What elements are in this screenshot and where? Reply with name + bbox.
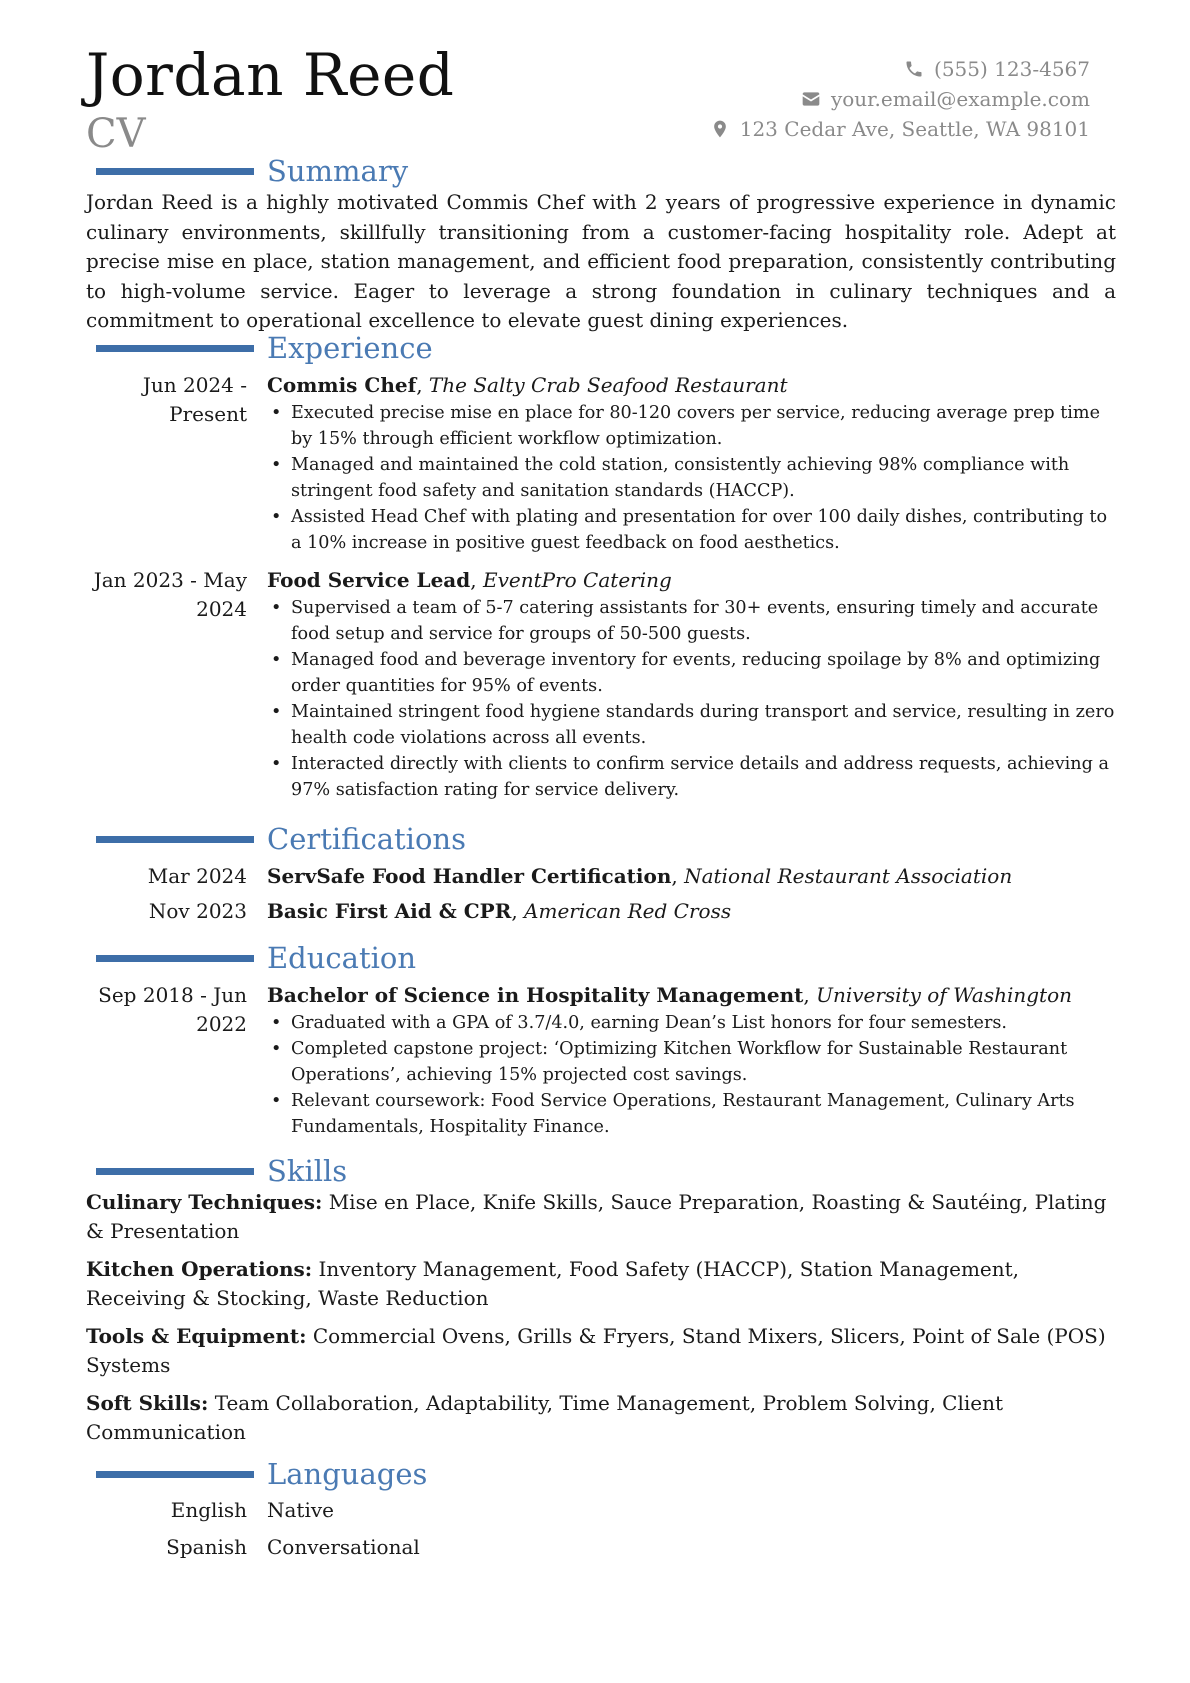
contact-address (710, 114, 1090, 144)
education-entry (86, 981, 1116, 1140)
section-bar (96, 836, 254, 843)
entry-heading: Basic First Aid & CPR, American Red Cross (267, 899, 732, 923)
certification-org: American Red Cross (524, 899, 732, 923)
certification-org: National Restaurant Association (684, 864, 1013, 888)
bullet-item: • Completed capstone project: ‘Optimizing Kitchen Workflow for Sustainable Restaurant Operations’, achieving 15% projected cost savings. (267, 1036, 1116, 1088)
email-link[interactable]: your.email@example.com (830, 87, 1090, 111)
experience-entry (86, 371, 1116, 556)
bullet-item: • Graduated with a GPA of 3.7/4.0, earning Dean’s List honors for four semesters. (267, 1010, 1116, 1036)
entry-date: Mar 2024 (147, 864, 247, 888)
section-title: Education (267, 941, 417, 975)
languages-section (86, 1457, 1116, 1565)
language-name: English (170, 1497, 247, 1522)
phone-icon (904, 59, 924, 79)
contact-block (710, 54, 1090, 144)
contact-phone (710, 54, 1090, 84)
section-title: Certifications (267, 822, 466, 856)
entry-body (267, 981, 1116, 1140)
certifications-header (86, 822, 1116, 856)
bullet-item: • Assisted Head Chef with plating and presentation for over 100 daily dishes, contributing to a 10% increase in positive guest feedback on food aesthetics. (267, 504, 1116, 556)
certification-name: Basic First Aid & CPR (267, 899, 512, 923)
language-level: Native (267, 1497, 334, 1522)
skill-value: Inventory Management, Food Safety (HACCP), Station Management, Receiving & Stocking, Waste Reduction (86, 1257, 1020, 1310)
entry-body (267, 566, 1116, 803)
entry-date: Jun 2024 - Present (142, 373, 247, 426)
entry-heading: Bachelor of Science in Hospitality Management, University of Washington (267, 983, 1073, 1007)
language-row (86, 1528, 1116, 1565)
section-title: Experience (267, 331, 433, 365)
phone-text: (555) 123-4567 (934, 57, 1090, 81)
bullet-item: • Executed precise mise en place for 80-120 covers per service, reducing average prep time by 15% through efficient workflow optimization. (267, 400, 1116, 452)
bullet-item: • Managed food and beverage inventory for events, reducing spoilage by 8% and optimizing order quantities for 95% of events. (267, 647, 1116, 699)
entry-heading: Food Service Lead, EventPro Catering (267, 568, 672, 592)
entry-org: The Salty Crab Seafood Restaurant (428, 373, 788, 397)
bullet-item: • Relevant coursework: Food Service Operations, Restaurant Management, Culinary Arts Fundamentals, Hospitality Finance. (267, 1088, 1116, 1140)
skill-value: Mise en Place, Knife Skills, Sauce Preparation, Roasting & Sautéing, Plating & Presentation (86, 1190, 1107, 1243)
section-title: Languages (267, 1457, 428, 1491)
entry-heading: ServSafe Food Handler Certification, National Restaurant Association (267, 864, 1013, 888)
certification-entry (86, 897, 1116, 926)
summary-header (86, 154, 1116, 188)
skill-row (86, 1389, 1116, 1447)
entry-role: Commis Chef (267, 373, 417, 397)
language-row (86, 1491, 1116, 1528)
bullet-item: • Maintained stringent food hygiene standards during transport and service, resulting in zero health code violations across all events. (267, 699, 1116, 751)
entry-org: EventPro Catering (482, 568, 672, 592)
section-title: Skills (267, 1154, 348, 1188)
experience-entry (86, 566, 1116, 803)
school-name: University of Washington (816, 983, 1073, 1007)
skill-label: Soft Skills: (86, 1391, 209, 1415)
envelope-icon (801, 89, 821, 109)
address-text: 123 Cedar Ave, Seattle, WA 98101 (739, 117, 1090, 141)
entry-bullets (267, 1010, 1116, 1140)
skills-section (86, 1154, 1116, 1456)
bullet-item: • Interacted directly with clients to confirm service details and address requests, achieving a 97% satisfaction rating for service delivery. (267, 751, 1116, 803)
map-pin-icon (710, 119, 730, 139)
candidate-name: Jordan Reed (86, 41, 455, 109)
skill-label: Tools & Equipment: (86, 1324, 307, 1348)
summary-section (86, 154, 1116, 336)
skill-value: Commercial Ovens, Grills & Fryers, Stand Mixers, Slicers, Point of Sale (POS) Systems (86, 1324, 1106, 1377)
skill-label: Culinary Techniques: (86, 1190, 323, 1214)
section-bar (96, 955, 254, 962)
section-bar (96, 1168, 254, 1175)
entry-bullets (267, 595, 1116, 803)
language-name: Spanish (166, 1534, 247, 1559)
degree-name: Bachelor of Science in Hospitality Management (267, 983, 804, 1007)
bullet-item: • Supervised a team of 5-7 catering assistants for 30+ events, ensuring timely and accurate food setup and service for groups of 50-500 guests. (267, 595, 1116, 647)
section-title: Summary (267, 154, 409, 188)
experience-section (86, 331, 1116, 803)
entry-body (267, 371, 1116, 556)
languages-header (86, 1457, 1116, 1491)
education-header (86, 941, 1116, 975)
summary-text: Jordan Reed is a highly motivated Commis Chef with 2 years of progressive experience in dynamic culinary environments, skillfully transitioning from a customer-facing hospitality role. Adept at precise mise en place, station management, and efficient food preparation, consistently contributing to high-volume service. Eager to leverage a strong foundation in culinary techniques and a commitment to operational excellence to elevate guest dining experiences. (86, 190, 1116, 332)
section-bar (96, 1471, 254, 1478)
skill-row (86, 1188, 1116, 1246)
entry-role: Food Service Lead (267, 568, 471, 592)
skill-row (86, 1255, 1116, 1313)
skill-value: Team Collaboration, Adaptability, Time Management, Problem Solving, Client Communication (86, 1391, 1004, 1444)
entry-heading: Commis Chef, The Salty Crab Seafood Restaurant (267, 373, 788, 397)
section-bar (96, 168, 254, 175)
contact-email (710, 84, 1090, 114)
entry-date: Jan 2023 - May 2024 (93, 568, 247, 621)
entry-date: Nov 2023 (148, 899, 247, 923)
certification-entry (86, 862, 1116, 891)
education-section (86, 941, 1116, 1140)
document-subtitle: CV (86, 111, 146, 157)
entry-date: Sep 2018 - Jun 2022 (98, 983, 247, 1036)
entry-bullets (267, 400, 1116, 556)
skills-header (86, 1154, 1116, 1188)
certification-name: ServSafe Food Handler Certification (267, 864, 672, 888)
bullet-item: • Managed and maintained the cold station, consistently achieving 98% compliance with stringent food safety and sanitation standards (HACCP). (267, 452, 1116, 504)
experience-header (86, 331, 1116, 365)
skill-label: Kitchen Operations: (86, 1257, 313, 1281)
language-level: Conversational (267, 1534, 420, 1559)
skill-row (86, 1322, 1116, 1380)
section-bar (96, 345, 254, 352)
certifications-section (86, 822, 1116, 926)
